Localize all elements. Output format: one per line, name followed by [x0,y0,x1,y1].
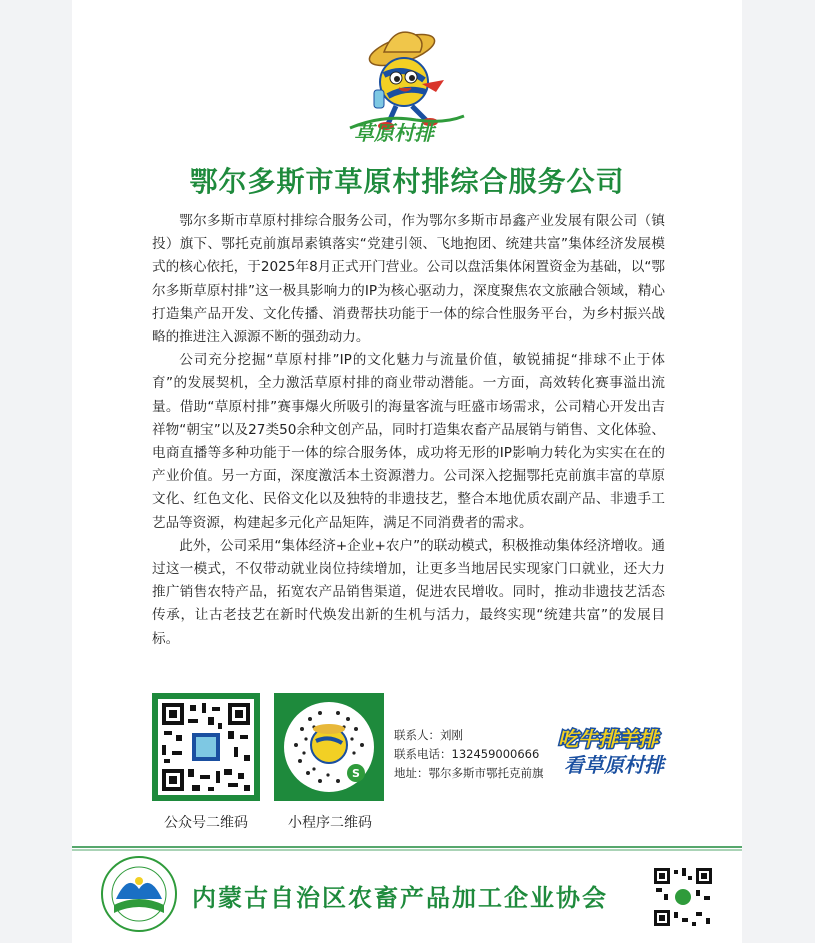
association-logo [100,855,178,933]
company-description [152,210,665,651]
mascot-illustration [344,20,474,145]
contact-address: 地址：鄂尔多斯市鄂托克前旗 [394,766,544,780]
slogan-line-1: 吃牛排羊排 [558,727,658,751]
page-title: 鄂尔多斯市草原村排综合服务公司 [189,165,625,198]
mini-program-qr-code [274,693,384,801]
poster-page [72,0,742,943]
mascot-logo-text: 草原村排 [354,121,434,145]
svg-text:S: S [352,767,360,780]
association-name: 内蒙古自治区农畜产品加工企业协会 [192,883,608,912]
contact-info [394,726,544,783]
slogan-line-2: 看草原村排 [564,753,664,777]
association-qr-code [652,866,714,928]
footer-divider [72,846,742,852]
contact-phone: 联系电话：132459000666 [394,747,540,761]
official-account-qr-label: 公众号二维码 [164,815,248,831]
official-account-qr-code [152,693,260,801]
paragraph-3: 此外，公司采用“集体经济+企业+农户”的联动模式，积极推动集体经济增收。通过这一模式，不仅带动就业岗位持续增加，让更多当地居民实现家门口就业，还大力推广销售农特产品，拓宽农产品销售渠道，促进农民增收。同时，推动非遗技艺活态传承，让古老技艺在新时代焕发出新的生机与活力，最终实现“统建共富”的发展目标。 [152,537,665,647]
mini-program-qr-label: 小程序二维码 [288,815,372,831]
paragraph-2: 公司充分挖掘“草原村排”IP的文化魅力与流量价值，敏锐捕捉“排球不止于体育”的发展契机，全力激活草原村排的商业带动潜能。一方面，高效转化赛事溢出流量。借助“草原村排”赛事爆火所吸引的海量客流与旺盛市场需求，公司精心开发出吉祥物“朝宝”以及27类50余种文创产品，同时打造集农畜产品展销与销售、文化体验、电商直播等多种功能于一体的综合服务体，成功将无形的IP影响力转化为实实在在的产业价值。另一方面，深度激活本土资源潜力。公司深入挖掘鄂托克前旗丰富的草原文化、红色文化、民俗文化以及独特的非遗技艺，整合本地优质农副产品、非遗手工艺品等资源，构建起多元化产品矩阵，满足不同消费者的需求。 [152,352,665,531]
paragraph-1: 鄂尔多斯市草原村排综合服务公司，作为鄂尔多斯市昂鑫产业发展有限公司（镇投）旗下、鄂托克前旗昂素镇落实“党建引领、飞地抱团、统建共富”集体经济发展模式的核心依托，于2025年8月正式开门营业。公司以盘活集体闲置资金为基础，以“鄂尔多斯草原村排”这一极具影响力的IP为核心驱动力，深度聚焦农文旅融合领域，精心打造集产品开发、文化传播、消费帮扶功能于一体的综合性服务平台，为乡村振兴战略的推进注入源源不断的强劲动力。 [152,213,665,346]
slogan-graphic [554,722,674,780]
contact-person: 联系人：刘刚 [394,728,463,742]
